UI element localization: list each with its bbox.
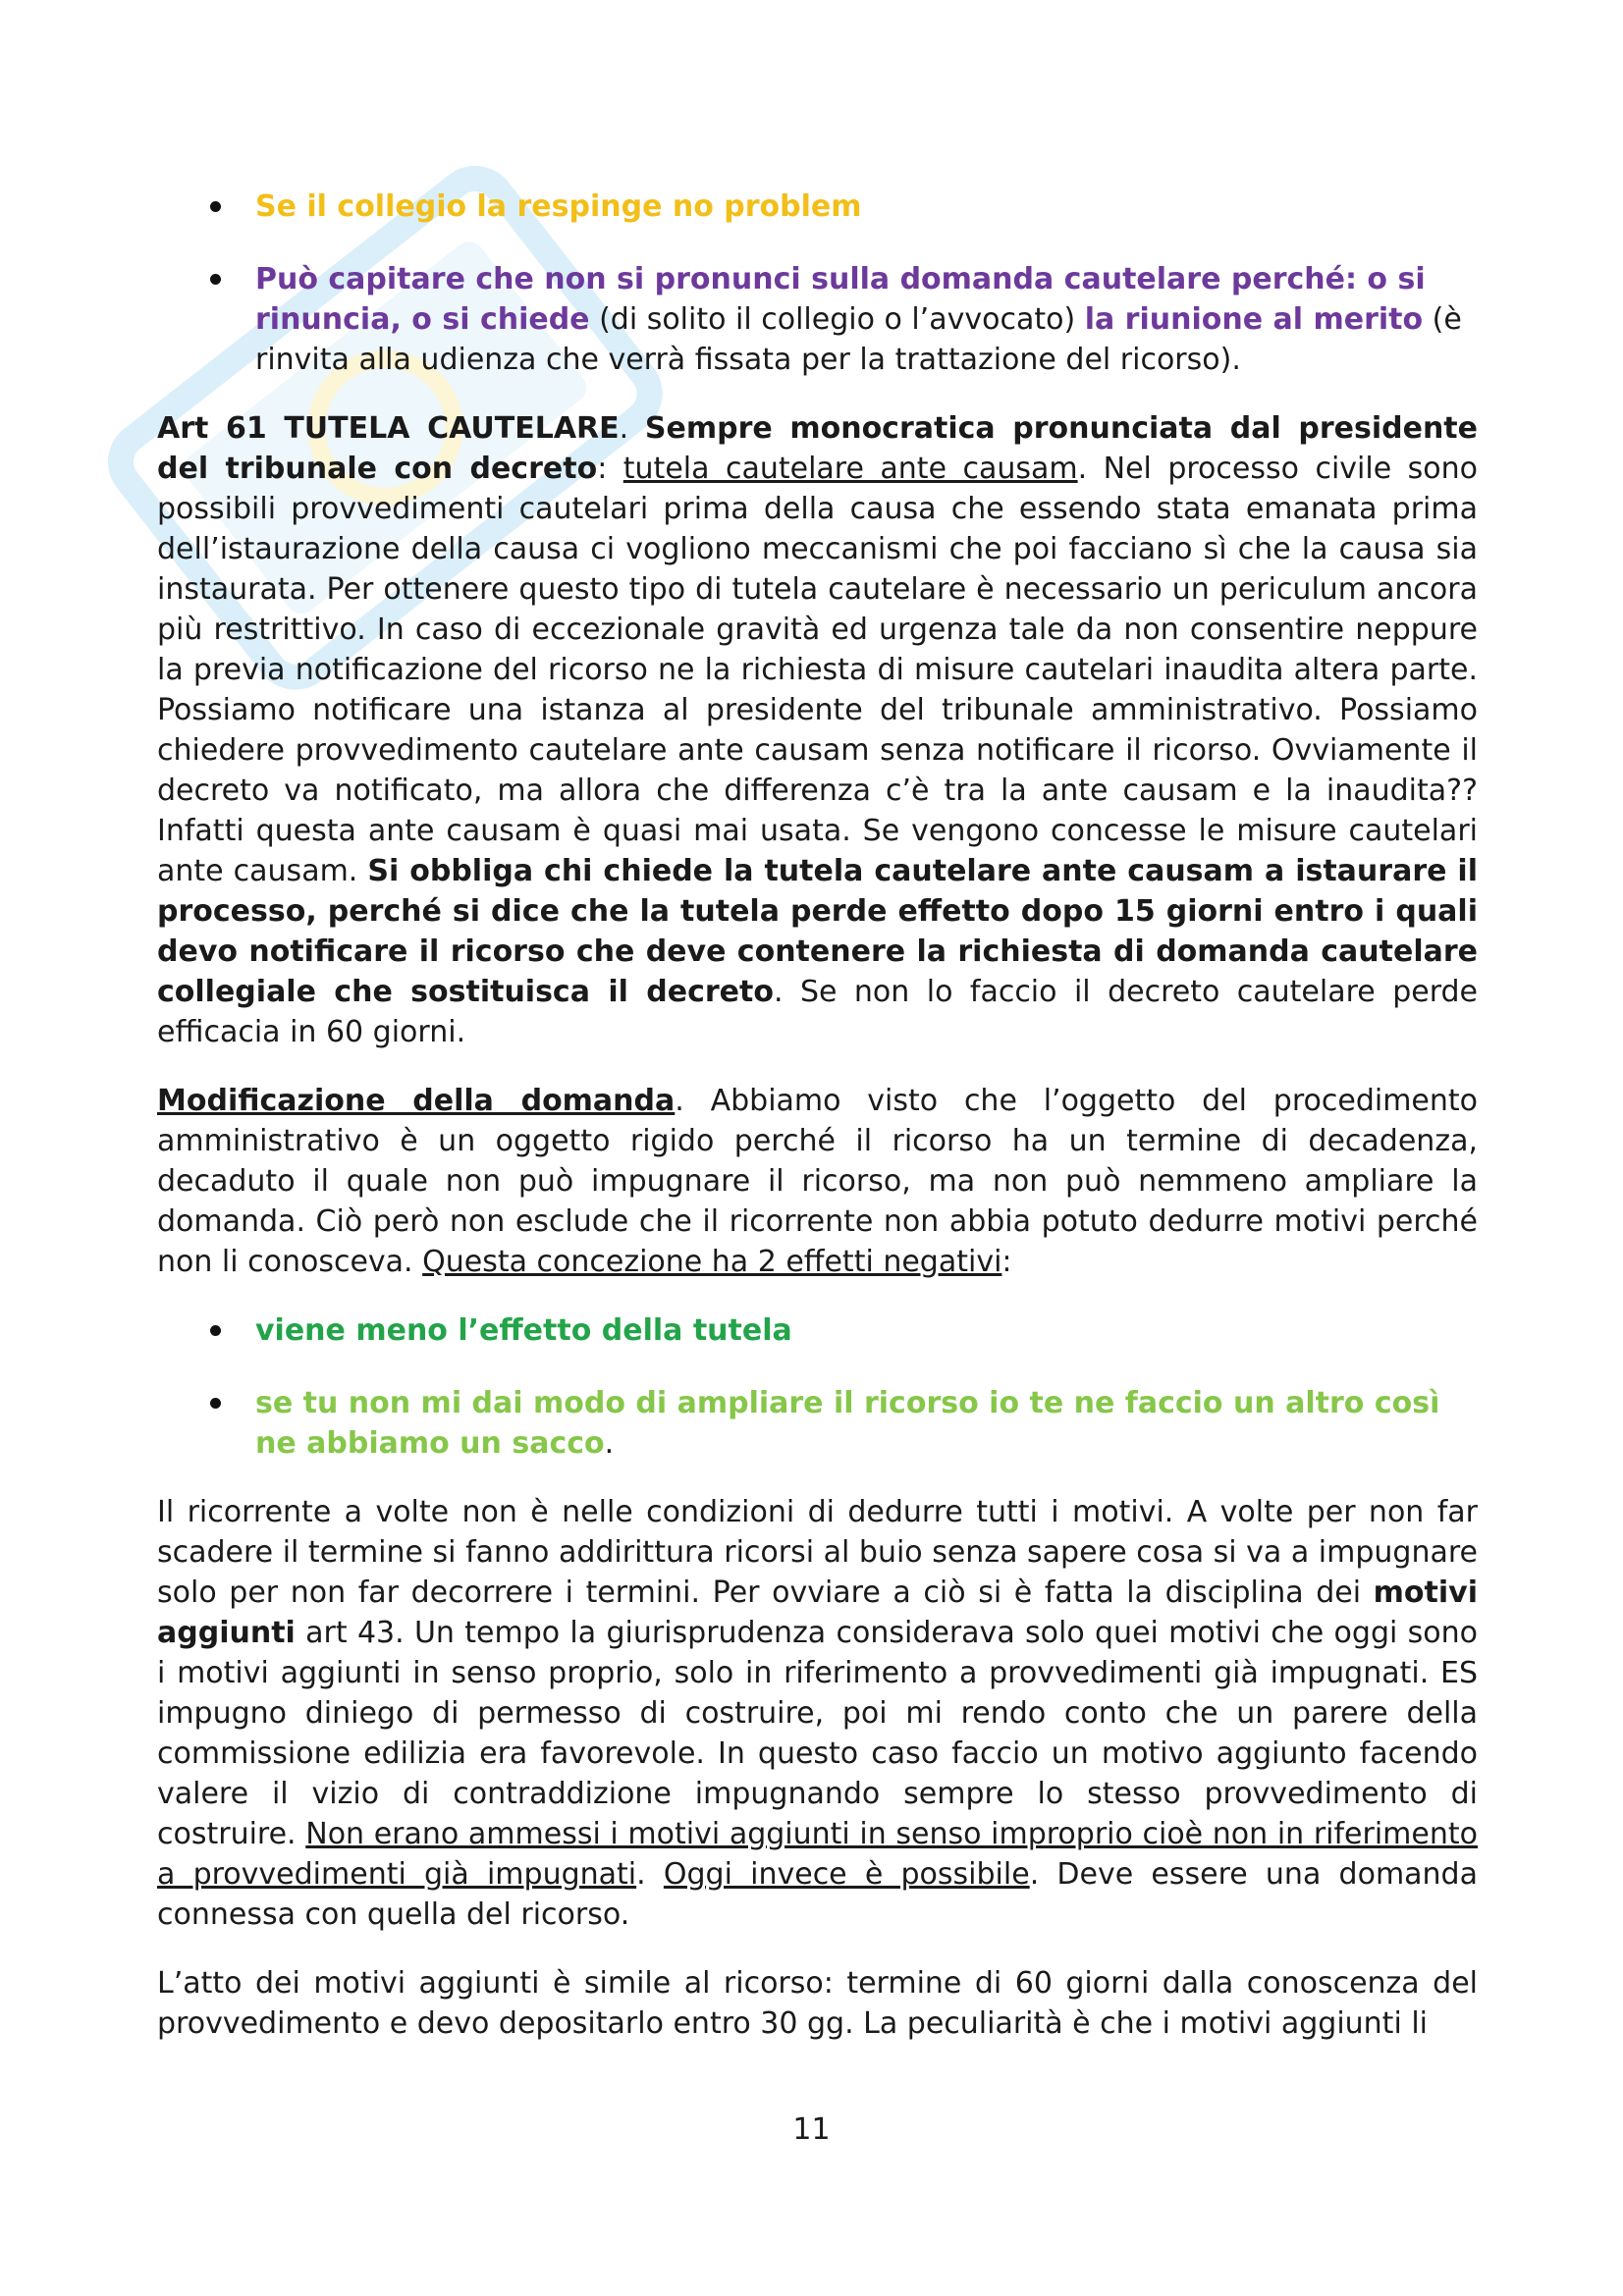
paragraph-modificazione: Modificazione della domanda. Abbiamo visto che l’oggetto del procedimento amministrativo è un oggetto rigido perché il ricorso ha un termine di decadenza, decaduto il quale non può impugnare il ricorso, ma non può nemmeno ampliare la domanda. Ciò però non esclude che il ricorrente non abbia potuto dedurre motivi perché non li conosceva. Questa concezione ha 2 effetti negativi: [157, 1084, 1479, 1279]
list-item: Se il collegio la respinge no problem [255, 187, 1478, 227]
section-heading: Modificazione della domanda [157, 1084, 676, 1118]
section-heading: Art 61 TUTELA CAUTELARE [157, 411, 620, 446]
bullet-list-effetti [157, 1310, 1478, 1464]
paragraph-art61: Art 61 TUTELA CAUTELARE. Sempre monocratica pronunciata dal presidente del tribunale con decreto: tutela cautelare ante causam. Nel processo civile sono possibili provvedimenti cautelari prima della causa che essendo stata emanata prima dell’istaurazione della causa ci vogliono meccanismi che poi facciano sì che la causa sia instaurata. Per ottenere questo tipo di tutela cautelare è necessario un periculum ancora più restrittivo. In caso di eccezionale gravità ed urgenza tale da non consentire neppure la previa notificazione del ricorso ne la richiesta di misure cautelari inaudita altera parte. Possiamo notificare una istanza al presidente del tribunale amministrativo. Possiamo chiedere provvedimento cautelare ante causam senza notificare il ricorso. Ovviamente il decreto va notificato, ma allora che differenza c’è tra la ante causam e la inaudita?? Infatti questa ante causam è quasi mai usata. Se vengono concesse le misure cautelari ante causam. Si obbliga chi chiede la tutela cautelare ante causam a istaurare il processo, perché si dice che la tutela perde effetto dopo 15 giorni entro i quali devo notificare il ricorso che deve contenere la richiesta di domanda cautelare collegiale che sostituisca il decreto. Se non lo faccio il decreto cautelare perde efficacia in 60 giorni. [157, 411, 1478, 1049]
bullet-list-collegio [157, 187, 1478, 380]
list-item: Può capitare che non si pronunci sulla domanda cautelare perché: o si rinuncia, o si chiede (di solito il collegio o l’avvocato) la riunione al merito (è rinvita alla udienza che verrà fissata per la trattazione del ricorso). [255, 259, 1478, 380]
list-item: viene meno l’effetto della tutela [255, 1310, 1478, 1351]
document-page [157, 187, 1478, 2072]
paragraph-ricorrente: Il ricorrente a volte non è nelle condizioni di dedurre tutti i motivi. A volte per non far scadere il termine si fanno addirittura ricorsi al buio senza sapere cosa si va a impugnare solo per non far decorrere i termini. Per ovviare a ciò si è fatta la disciplina dei motivi aggiunti art 43. Un tempo la giurisprudenza considerava solo quei motivi che oggi sono i motivi aggiunti in senso proprio, solo in riferimento a provvedimenti già impugnati. ES impugno diniego di permesso di costruire, poi mi rendo conto che un parere della commissione edilizia era favorevole. In questo caso faccio un motivo aggiunto facendo valere il vizio di contraddizione impugnando sempre lo stesso provvedimento di costruire. Non erano ammessi i motivi aggiunti in senso improprio cioè non in riferimento a provvedimenti già impugnati. Oggi invece è possibile. Deve essere una domanda connessa con quella del ricorso. [157, 1495, 1478, 1932]
paragraph-atto: L’atto dei motivi aggiunti è simile al ricorso: termine di 60 giorni dalla conoscenza del provvedimento e devo depositarlo entro 30 gg. La peculiarità è che i motivi aggiunti li [157, 1966, 1478, 2041]
page-number: 11 [792, 2112, 831, 2147]
list-item: se tu non mi dai modo di ampliare il ricorso io te ne faccio un altro così ne abbiamo un sacco. [255, 1383, 1478, 1464]
